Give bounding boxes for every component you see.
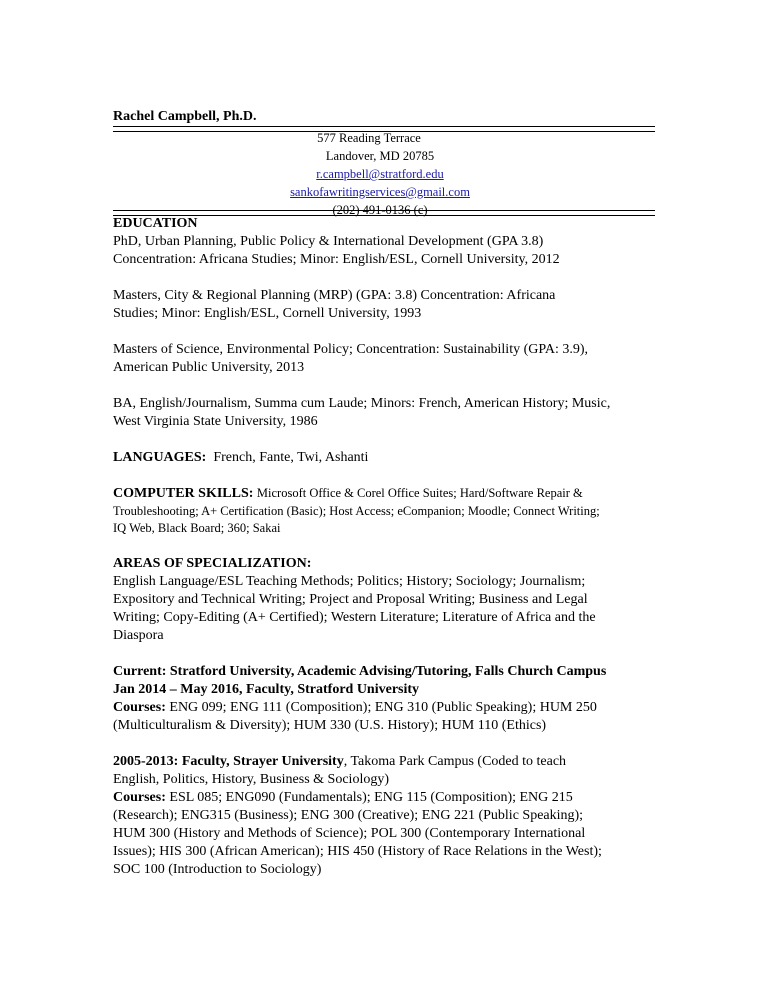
strayer-courses-text1: ESL 085; ENG090 (Fundamentals); ENG 115 (Composition); ENG 215	[169, 790, 573, 805]
languages-line	[113, 449, 655, 467]
education-ba-line1: BA, English/Journalism, Summa cum Laude; Minors: French, American History; Music,	[113, 396, 611, 411]
computer-skills-line2: Troubleshooting; A+ Certification (Basic); Host Access; eCompanion; Moodle; Connect Writing;	[113, 504, 600, 518]
computer-skills-text1: Microsoft Office & Corel Office Suites; Hard/Software Repair &	[256, 486, 583, 500]
specialization-line1: English Language/ESL Teaching Methods; Politics; History; Sociology; Journalism;	[113, 574, 586, 589]
languages-text: French, Fante, Twi, Ashanti	[213, 450, 369, 465]
education-mrp-line2: Studies; Minor: English/ESL, Cornell University, 1993	[113, 306, 422, 321]
current-position-line1: Current: Stratford University, Academic Advising/Tutoring, Falls Church Campus	[113, 664, 607, 679]
contact-block	[230, 129, 530, 219]
education-ms-line1: Masters of Science, Environmental Policy; Concentration: Sustainability (GPA: 3.9),	[113, 342, 589, 357]
strayer-courses-line5: SOC 100 (Introduction to Sociology)	[113, 862, 322, 877]
current-courses-line2: (Multiculturalism & Diversity); HUM 330 (U.S. History); HUM 110 (Ethics)	[113, 718, 547, 733]
email-link-primary[interactable]: r.campbell@stratford.edu	[316, 167, 444, 181]
current-courses-text1: ENG 099; ENG 111 (Composition); ENG 310 (Public Speaking); HUM 250	[169, 700, 597, 715]
education-phd-line1: PhD, Urban Planning, Public Policy & International Development (GPA 3.8)	[113, 234, 544, 249]
candidate-name: Rachel Campbell, Ph.D.	[113, 109, 257, 124]
email-link-secondary[interactable]: sankofawritingservices@gmail.com	[290, 185, 470, 199]
current-courses-line1	[113, 699, 655, 717]
strayer-title-line	[113, 753, 655, 771]
education-heading: EDUCATION	[113, 216, 198, 231]
current-position-line2: Jan 2014 – May 2016, Faculty, Stratford University	[113, 682, 420, 697]
education-phd-line2: Concentration: Africana Studies; Minor: English/ESL, Cornell University, 2012	[113, 252, 560, 267]
education-ms-line2: American Public University, 2013	[113, 360, 305, 375]
education-ba-line2: West Virginia State University, 1986	[113, 414, 318, 429]
strayer-courses-line1	[113, 789, 655, 807]
languages-heading: LANGUAGES:	[113, 450, 207, 465]
strayer-courses-line3: HUM 300 (History and Methods of Science); POL 300 (Contemporary International	[113, 826, 586, 841]
strayer-courses-line2: (Research); ENG315 (Business); ENG 300 (Creative); ENG 221 (Public Speaking);	[113, 808, 584, 823]
computer-skills-line3: IQ Web, Black Board; 360; Sakai	[113, 521, 281, 535]
strayer-courses-line4: Issues); HIS 300 (African American); HIS 450 (History of Race Relations in the West);	[113, 844, 602, 859]
current-courses-label: Courses:	[113, 700, 166, 715]
specialization-line3: Writing; Copy-Editing (A+ Certified); Western Literature; Literature of Africa and the	[113, 610, 596, 625]
address-line: 577 Reading Terrace	[317, 131, 421, 145]
city-line: Landover, MD 20785	[325, 149, 435, 163]
strayer-title-rest: , Takoma Park Campus (Coded to teach	[343, 754, 567, 769]
strayer-title: 2005-2013: Faculty, Strayer University	[113, 754, 344, 769]
computer-skills-heading: COMPUTER SKILLS:	[113, 486, 254, 501]
computer-skills-line1	[113, 485, 655, 503]
strayer-line2: English, Politics, History, Business & Sociology)	[113, 772, 389, 787]
resume-body	[113, 215, 655, 879]
specialization-line2: Expository and Technical Writing; Project and Proposal Writing; Business and Legal	[113, 592, 588, 607]
phone-line: (202) 491-0136 (c)	[332, 203, 428, 217]
strayer-courses-label: Courses:	[113, 790, 166, 805]
specialization-line4: Diaspora	[113, 628, 164, 643]
specialization-heading: AREAS OF SPECIALIZATION:	[113, 556, 312, 571]
education-mrp-line1: Masters, City & Regional Planning (MRP) (GPA: 3.8) Concentration: Africana	[113, 288, 556, 303]
